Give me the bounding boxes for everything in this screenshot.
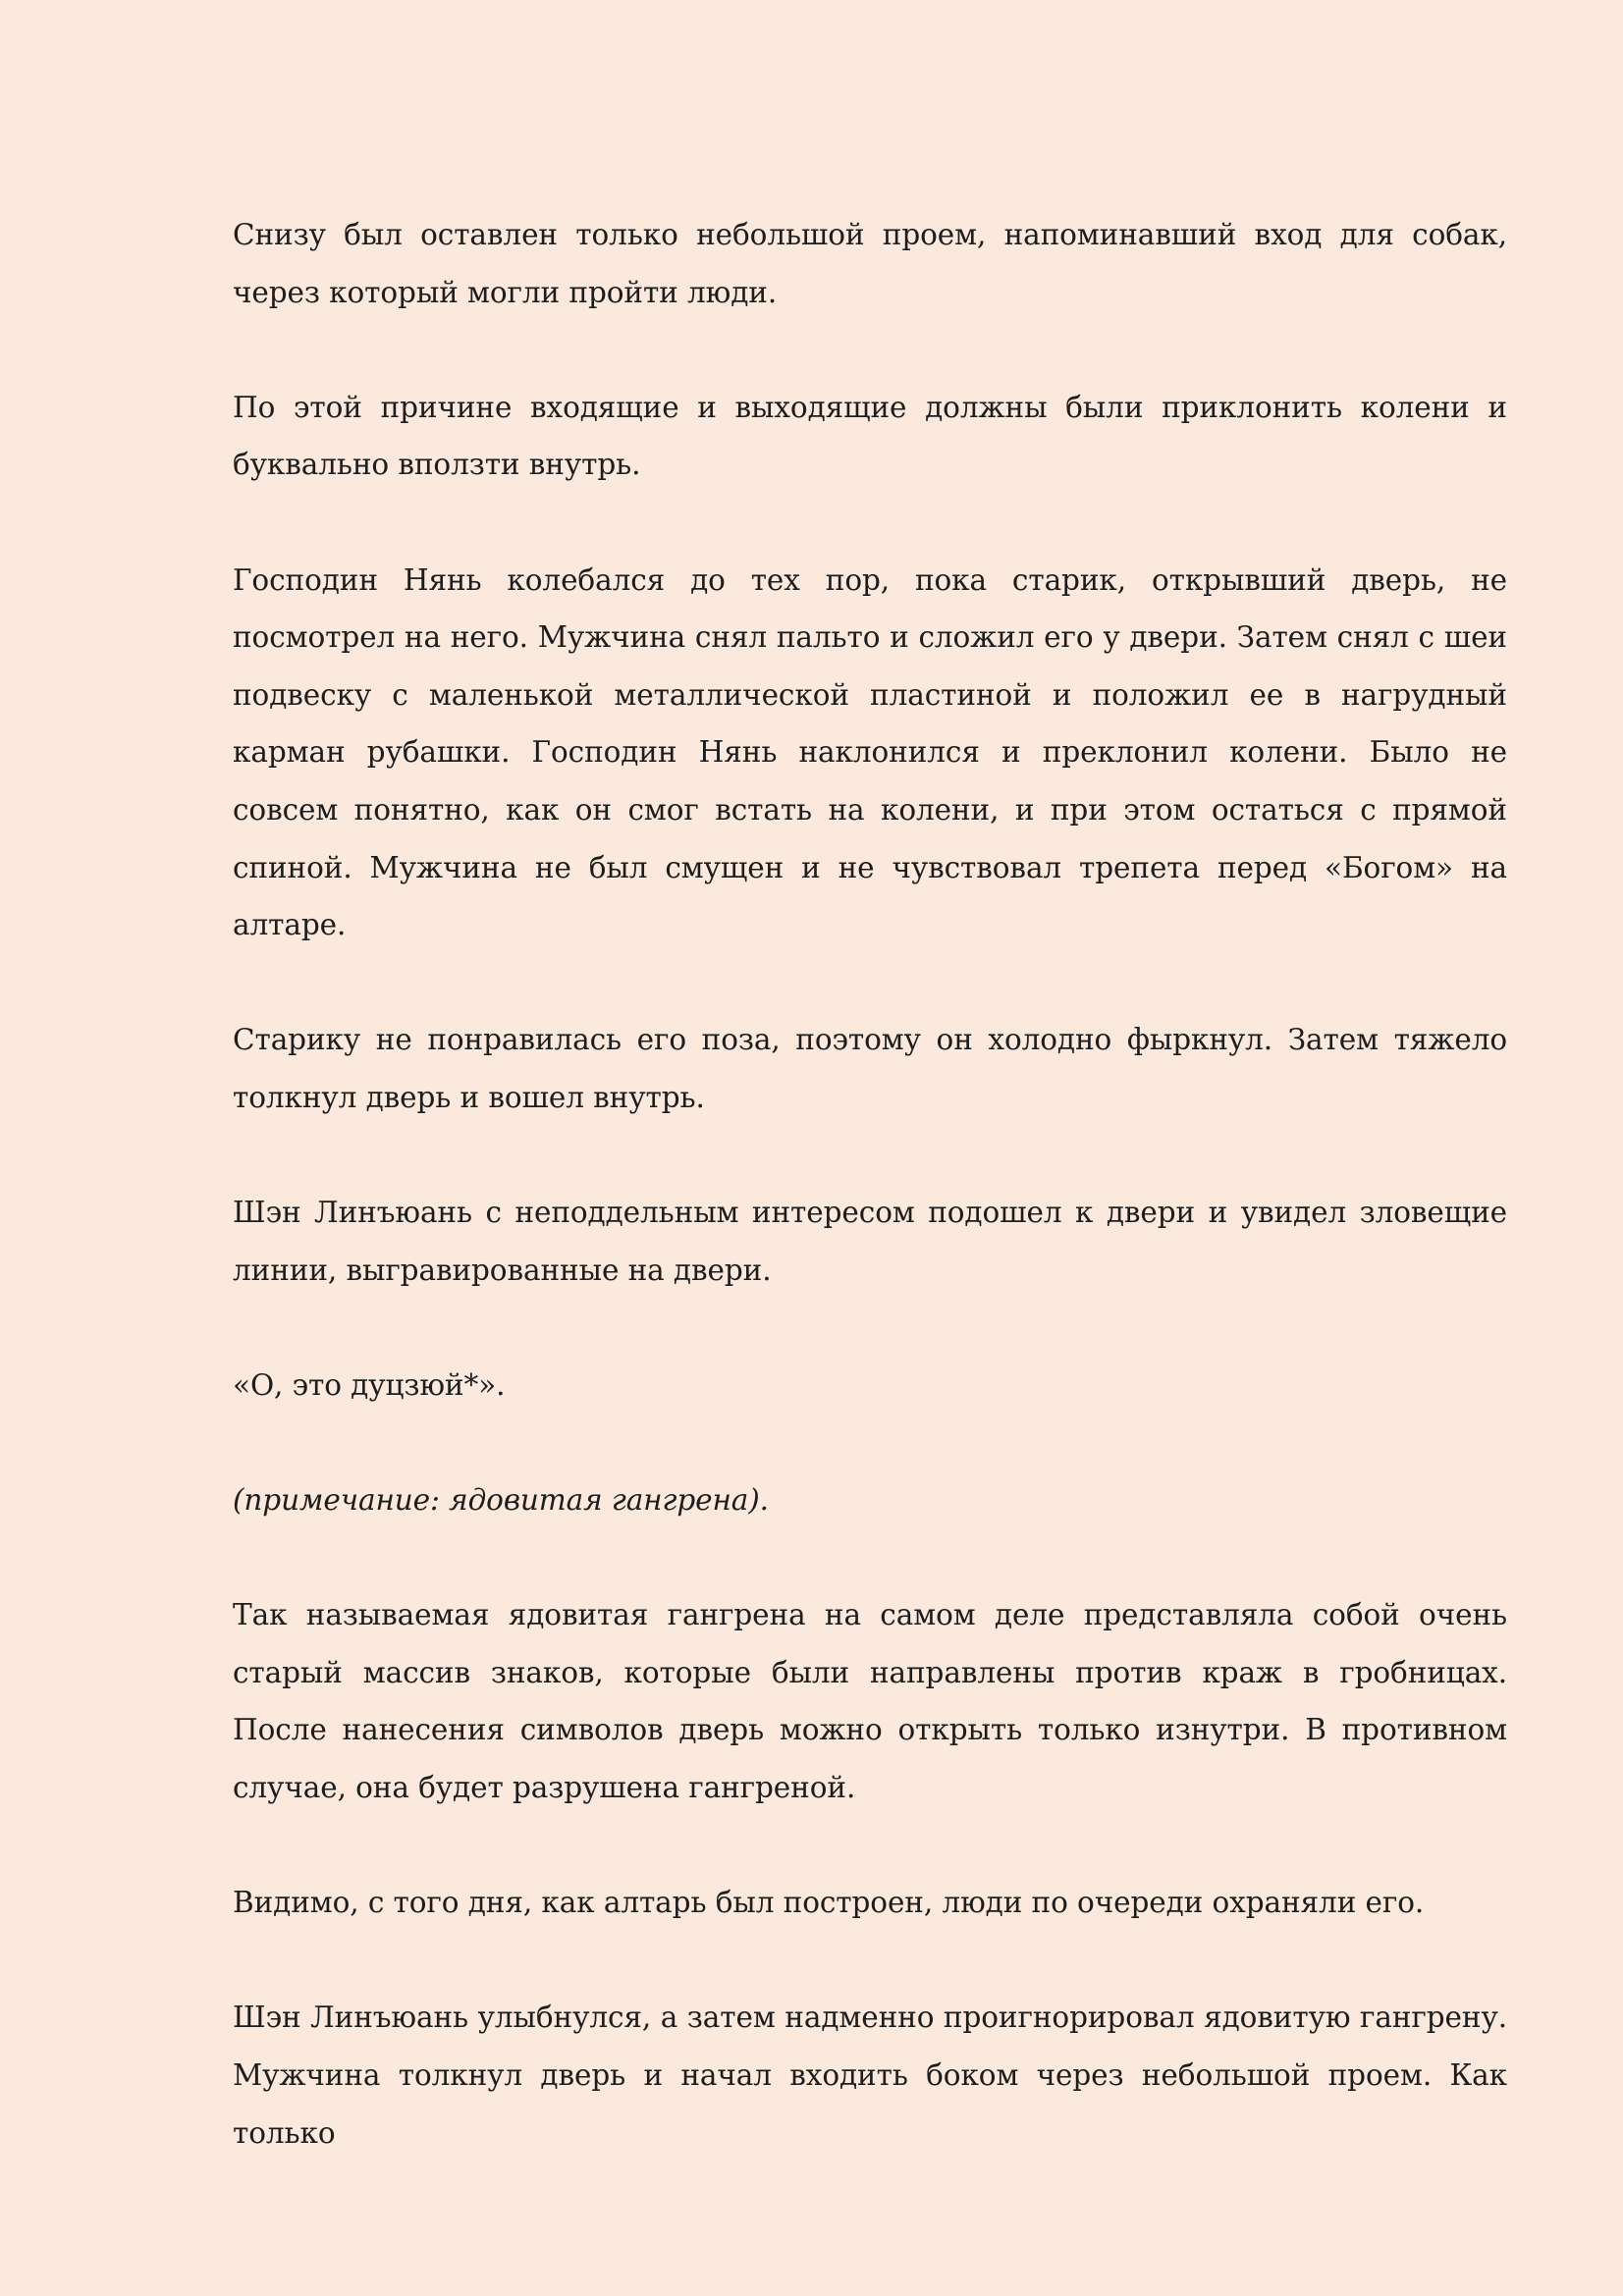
paragraph: Шэн Линъюань с неподдельным интересом подошел к двери и увидел зловещие линии, выгравированные на двери. bbox=[233, 1196, 1507, 1287]
paragraph: Старику не понравилась его поза, поэтому он холодно фыркнул. Затем тяжело толкнул дверь и вошел внутрь. bbox=[233, 1023, 1507, 1114]
paragraph: Шэн Линъюань улыбнулся, а затем надменно проигнорировал ядовитую гангрену. Мужчина толкнул дверь и начал входить боком через небольшой проем. Как только bbox=[233, 2001, 1507, 2150]
quote-paragraph: «О, это дуцзюй*». bbox=[233, 1367, 506, 1402]
paragraph: По этой причине входящие и выходящие должны были приклонить колени и буквально вползти внутрь. bbox=[233, 390, 1507, 482]
paragraph: Господин Нянь колебался до тех пор, пока старик, открывший дверь, не посмотрел на него. Мужчина снял пальто и сложил его у двери. Затем снял с шеи подвеску с маленькой металлической пластиной и положил ее в нагрудный карман рубашки. Господин Нянь наклонился и преклонил колени. Было не совсем понятно, как он смог встать на колени, и при этом остаться с прямой спиной. Мужчина не был смущен и не чувствовал трепета перед «Богом» на алтаре. bbox=[233, 562, 1507, 942]
footnote-paragraph: (примечание: ядовитая гангрена). bbox=[233, 1483, 769, 1518]
paragraph: Видимо, с того дня, как алтарь был построен, люди по очереди охраняли его. bbox=[233, 1886, 1425, 1920]
body-text bbox=[233, 206, 1507, 2162]
paragraph: Снизу был оставлен только небольшой проем, напоминавший вход для собак, через который могли пройти люди. bbox=[233, 218, 1507, 309]
paragraph: Так называемая ядовитая гангрена на самом деле представляла собой очень старый массив знаков, которые были направлены против краж в гробницах. После нанесения символов дверь можно открыть только изнутри. В противном случае, она будет разрушена гангреной. bbox=[233, 1598, 1507, 1805]
